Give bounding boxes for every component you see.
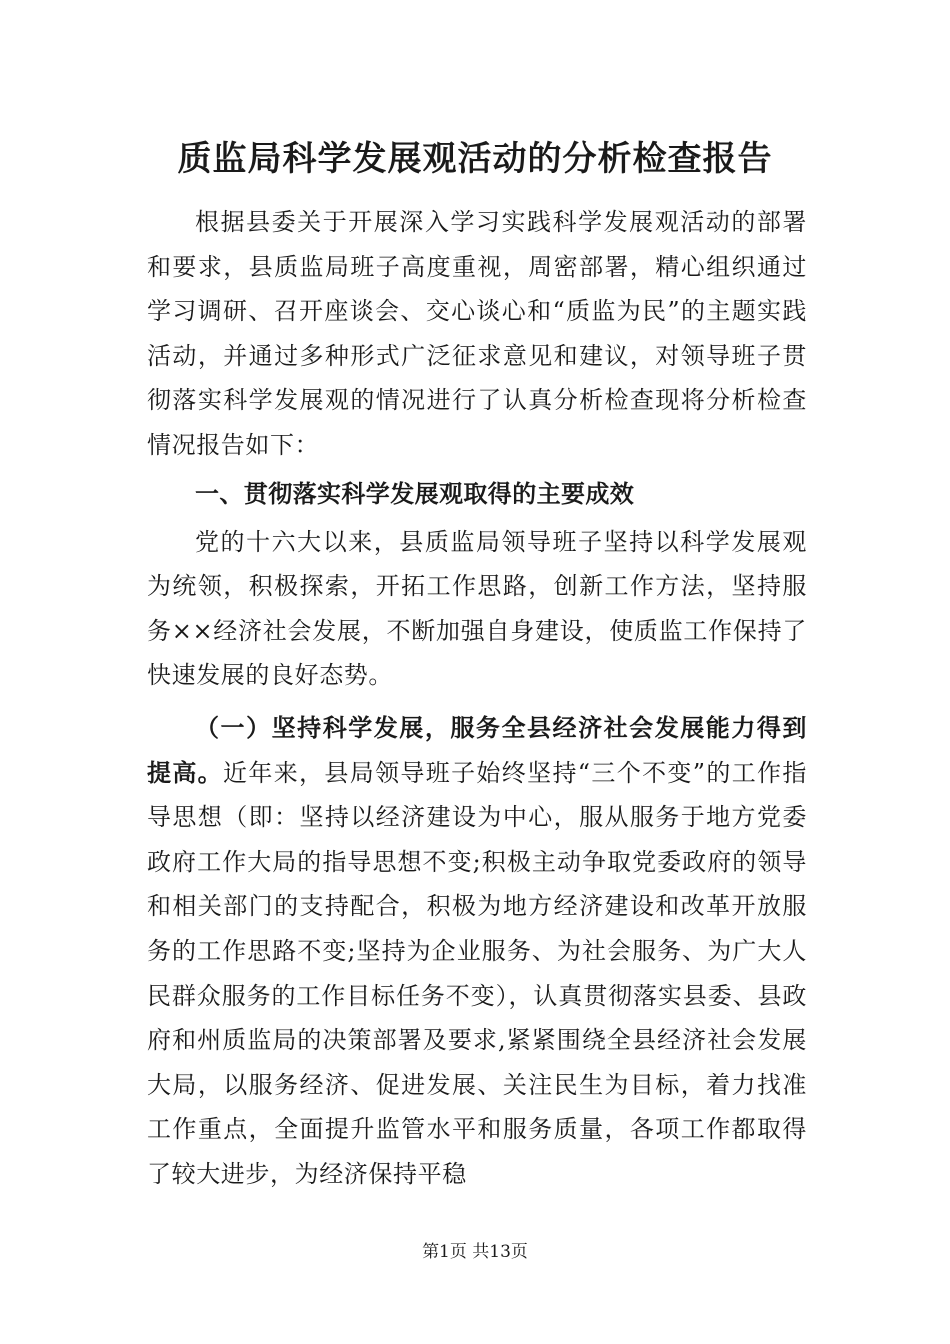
document-body — [147, 200, 807, 1196]
page-footer: 第1页 共13页 — [422, 1242, 528, 1262]
subsection-1-paragraph — [147, 706, 807, 1197]
intro-paragraph: 根据县委关于开展深入学习实践科学发展观活动的部署和要求，县质监局班子高度重视，周密部署，精心组织通过学习调研、召开座谈会、交心谈心和“质监为民”的主题实践活动，并通过多种形式广泛征求意见和建议，对领导班子贯彻落实科学发展观的情况进行了认真分析检查现将分析检查情况报告如下： — [147, 208, 807, 459]
section-1-heading: 一、贯彻落实科学发展观取得的主要成效 — [195, 479, 635, 508]
subsection-1-heading: （一）坚持科学发展，服务全县经济社会发展能力得到提高。 — [147, 713, 807, 787]
subsection-1-body: 近年来，县局领导班子始终坚持“三个不变”的工作指导思想（即：坚持以经济建设为中心，服从服务于地方党委政府工作大局的指导思想不变;积极主动争取党委政府的领导和相关部门的支持配合，积极为地方经济建设和改革开放服务的工作思路不变;坚持为企业服务、为社会服务、为广大人民群众服务的工作目标任务不变），认真贯彻落实县委、县政府和州质监局的决策部署及要求,紧紧围绕全县经济社会发展大局，以服务经济、促进发展、关注民生为目标，着力找准工作重点，全面提升监管水平和服务质量，各项工作都取得了较大进步，为经济保持平稳 — [147, 758, 807, 1188]
document-title: 质监局科学发展观活动的分析检查报告 — [177, 139, 773, 179]
section-1-paragraph: 党的十六大以来，县质监局领导班子坚持以科学发展观为统领，积极探索，开拓工作思路，创新工作方法，坚持服务××经济社会发展，不断加强自身建设，使质监工作保持了快速发展的良好态势。 — [147, 527, 807, 690]
